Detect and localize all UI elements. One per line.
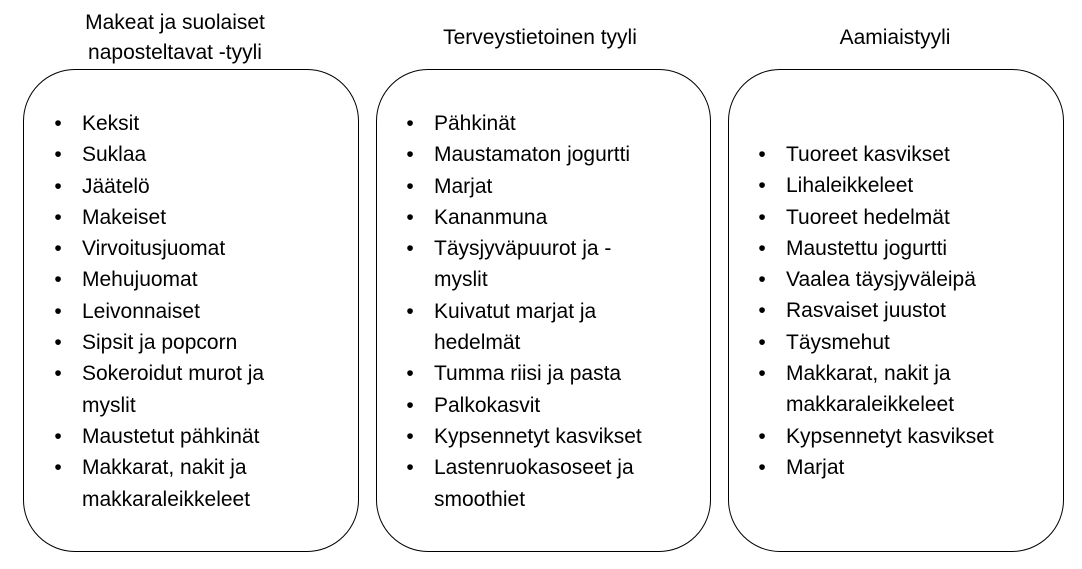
bullet-icon: • — [54, 268, 62, 292]
list-item-label: Marjat — [786, 455, 845, 479]
list-item — [400, 233, 705, 296]
list-item — [48, 108, 353, 139]
bullet-icon: • — [406, 143, 414, 167]
list-item-label: Kypsennetyt kasvikset — [786, 424, 994, 448]
bullet-icon: • — [54, 205, 62, 229]
list-item-label: Rasvaiset juustot — [786, 299, 946, 323]
list-snacks — [48, 108, 353, 515]
list-item-label: Makeiset — [82, 205, 167, 229]
bullet-icon: • — [758, 268, 766, 292]
bullet-icon: • — [54, 424, 62, 448]
list-item — [48, 202, 353, 233]
list-item — [48, 171, 353, 202]
list-item — [752, 170, 1057, 201]
bullet-icon: • — [758, 299, 766, 323]
bullet-icon: • — [406, 205, 414, 229]
bullet-icon: • — [406, 393, 414, 417]
list-item — [400, 358, 705, 389]
list-item — [400, 108, 705, 139]
column-title-breakfast: Aamiaistyyli — [839, 26, 951, 49]
list-item-label: Leivonnaiset — [82, 299, 200, 323]
column-title-snacks: Makeat ja suolaiset naposteltavat -tyyli — [85, 11, 265, 64]
bullet-icon: • — [54, 362, 62, 386]
list-item — [400, 296, 705, 359]
list-item — [752, 452, 1057, 483]
list-health — [400, 108, 705, 515]
bullet-icon: • — [406, 424, 414, 448]
bullet-icon: • — [406, 299, 414, 323]
list-item — [48, 296, 353, 327]
list-item-label: Makkarat, nakit ja makkaraleikkeleet — [786, 362, 955, 417]
list-breakfast — [752, 139, 1057, 483]
list-item-label: Täysjyväpuurot ja - myslit — [434, 237, 612, 292]
list-item-label: Maustetut pähkinät — [82, 424, 260, 448]
list-item-label: Keksit — [82, 112, 140, 135]
bullet-icon: • — [758, 424, 766, 448]
list-item — [752, 358, 1057, 421]
list-item — [400, 202, 705, 233]
bullet-icon: • — [758, 455, 766, 479]
list-item — [400, 171, 705, 202]
list-item — [48, 452, 353, 515]
list-item-label: Makkarat, nakit ja makkaraleikkeleet — [82, 456, 251, 511]
list-item-label: Lihaleikkeleet — [786, 174, 914, 198]
list-item-label: Maustettu jogurtti — [786, 236, 948, 260]
list-item-label: Sokeroidut murot ja myslit — [82, 362, 265, 417]
bullet-icon: • — [406, 174, 414, 198]
bullet-icon: • — [406, 362, 414, 386]
list-item — [400, 139, 705, 170]
list-item-label: Pähkinät — [434, 112, 516, 135]
list-item — [752, 295, 1057, 326]
bullet-icon: • — [758, 330, 766, 354]
list-item-label: Jäätelö — [82, 174, 150, 198]
list-item — [48, 358, 353, 421]
list-item — [752, 421, 1057, 452]
list-item — [400, 452, 705, 515]
list-item — [400, 421, 705, 452]
list-item-label: Kuivatut marjat ja hedelmät — [434, 299, 597, 355]
bullet-icon: • — [406, 237, 414, 261]
bullet-icon: • — [54, 456, 62, 480]
list-item-label: Maustamaton jogurtti — [434, 143, 631, 167]
list-item-label: Täysmehut — [786, 330, 890, 354]
bullet-icon: • — [54, 143, 62, 167]
list-item — [48, 264, 353, 295]
list-item-label: Vaalea täysjyväleipä — [786, 268, 976, 292]
list-item-label: Palkokasvit — [434, 393, 541, 417]
list-item — [752, 264, 1057, 295]
list-item — [48, 421, 353, 452]
bullet-icon: • — [758, 174, 766, 198]
list-item-label: Tuoreet hedelmät — [786, 205, 950, 229]
list-item — [48, 139, 353, 170]
column-title-health: Terveystietoinen tyyli — [443, 26, 637, 49]
list-item-label: Lastenruokasoseet ja smoothiet — [434, 456, 634, 511]
bullet-icon: • — [54, 237, 62, 261]
list-item-label: Kananmuna — [434, 205, 548, 229]
list-item — [752, 233, 1057, 264]
bullet-icon: • — [406, 456, 414, 480]
list-item — [48, 233, 353, 264]
list-item-label: Tuoreet kasvikset — [786, 143, 950, 166]
bullet-icon: • — [758, 205, 766, 229]
list-item-label: Kypsennetyt kasvikset — [434, 424, 642, 448]
bullet-icon: • — [54, 112, 62, 135]
bullet-icon: • — [758, 362, 766, 386]
list-item — [400, 390, 705, 421]
list-item-label: Marjat — [434, 174, 493, 198]
bullet-icon: • — [54, 299, 62, 323]
list-item-label: Mehujuomat — [82, 268, 198, 292]
list-item — [752, 327, 1057, 358]
bullet-icon: • — [758, 236, 766, 260]
list-item-label: Virvoitusjuomat — [82, 237, 226, 261]
bullet-icon: • — [406, 112, 414, 135]
bullet-icon: • — [54, 331, 62, 355]
list-item-label: Tumma riisi ja pasta — [434, 362, 622, 386]
list-item — [752, 139, 1057, 170]
list-item-label: Sipsit ja popcorn — [82, 331, 238, 355]
bullet-icon: • — [54, 174, 62, 198]
list-item-label: Suklaa — [82, 143, 147, 167]
bullet-icon: • — [758, 143, 766, 166]
list-item — [48, 327, 353, 358]
list-item — [752, 202, 1057, 233]
